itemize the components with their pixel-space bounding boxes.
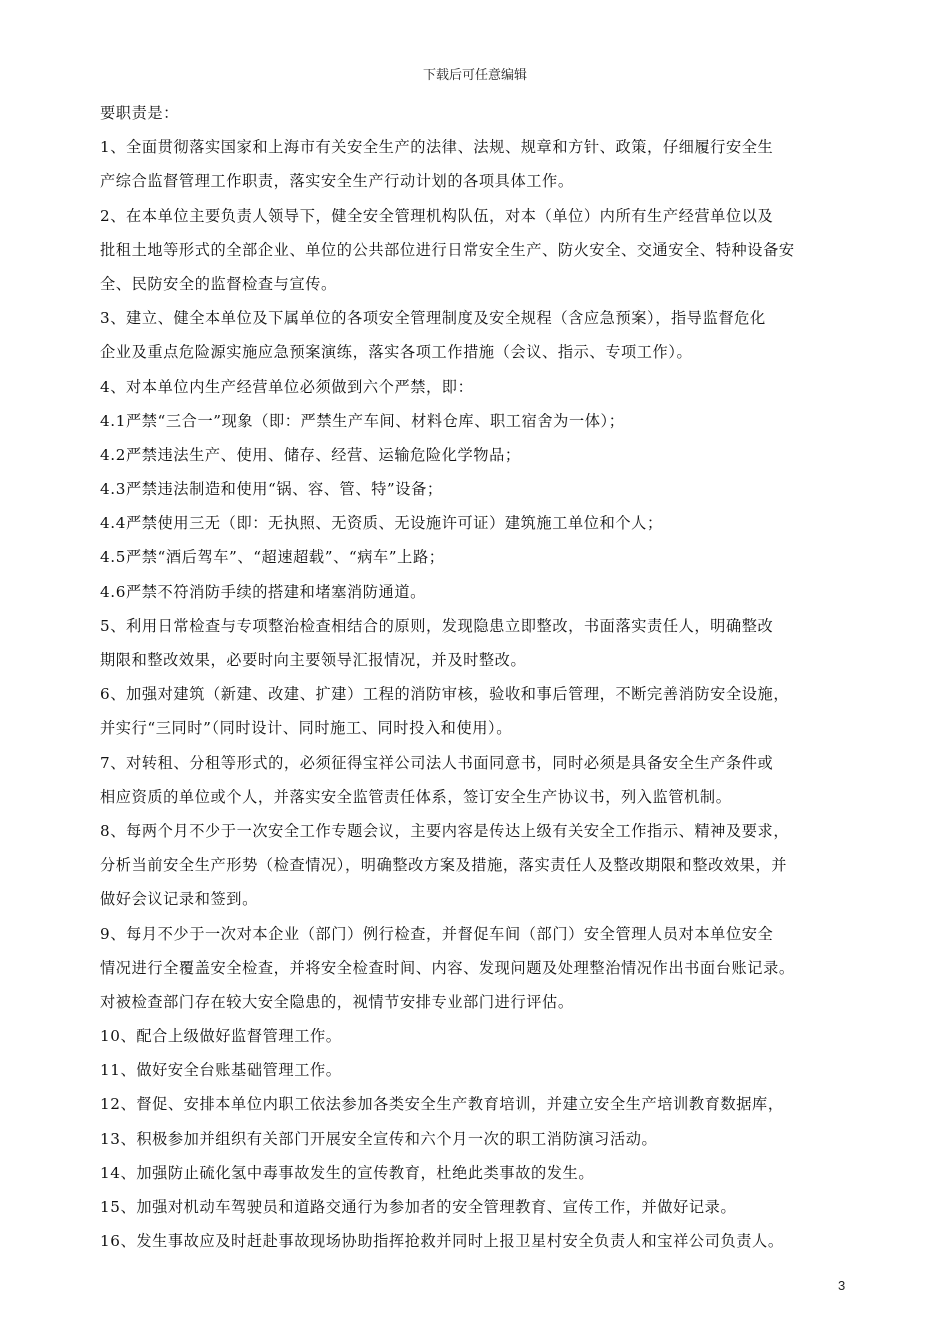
text-line: 9、每月不少于一次对本企业（部门）例行检查，并督促车间（部门）安全管理人员对本单位安全 [100, 924, 774, 943]
paragraph-item-4-5 [100, 540, 860, 574]
paragraph-intro [100, 96, 860, 130]
text-line: 要职责是： [100, 104, 179, 122]
document-body [100, 96, 860, 1258]
text-line: 8、每两个月不少于一次安全工作专题会议，主要内容是传达上级有关安全工作指示、精神及要求， [100, 821, 790, 840]
text-line: 相应资质的单位或个人，并落实安全监管责任体系，签订安全生产协议书，列入监管机制。 [100, 787, 732, 806]
text-line: 4.2严禁违法生产、使用、储存、经营、运输危险化学物品； [100, 445, 521, 464]
text-line: 4.1严禁“三合一”现象（即：严禁生产车间、材料仓库、职工宿舍为一体）； [100, 411, 625, 430]
text-line: 做好会议记录和签到。 [100, 890, 258, 909]
paragraph-item-8 [100, 814, 860, 917]
paragraph-item-1 [100, 130, 860, 198]
paragraph-item-4-2 [100, 438, 860, 472]
text-line: 2、在本单位主要负责人领导下，健全安全管理机构队伍，对本（单位）内所有生产经营单位以及 [100, 206, 774, 225]
paragraph-item-10 [100, 1019, 860, 1053]
text-line: 并实行“三同时”（同时设计、同时施工、同时投入和使用）。 [100, 719, 513, 738]
text-line: 产综合监督管理工作职责，落实安全生产行动计划的各项具体工作。 [100, 172, 574, 191]
text-line: 4.6严禁不符消防手续的搭建和堵塞消防通道。 [100, 582, 426, 601]
text-line: 12、督促、安排本单位内职工依法参加各类安全生产教育培训，并建立安全生产培训教育数据库， [100, 1095, 784, 1114]
text-line: 10、配合上级做好监督管理工作。 [100, 1027, 342, 1046]
text-line: 1、全面贯彻落实国家和上海市有关安全生产的法律、法规、规章和方针、政策，仔细履行安全生 [100, 138, 774, 157]
paragraph-item-15 [100, 1190, 860, 1224]
text-line: 11、做好安全台账基础管理工作。 [100, 1061, 342, 1080]
text-line: 4.4严禁使用三无（即：无执照、无资质、无设施许可证）建筑施工单位和个人； [100, 514, 663, 533]
text-line: 7、对转租、分租等形式的，必须征得宝祥公司法人书面同意书，同时必须是具备安全生产条件或 [100, 753, 774, 772]
paragraph-item-12 [100, 1087, 860, 1121]
paragraph-item-4-3 [100, 472, 860, 506]
text-line: 期限和整改效果，必要时向主要领导汇报情况，并及时整改。 [100, 651, 527, 669]
text-line: 4、对本单位内生产经营单位必须做到六个严禁，即： [100, 377, 474, 396]
text-line: 分析当前安全生产形势（检查情况），明确整改方案及措施，落实责任人及整改期限和整改效果，并 [100, 856, 788, 875]
text-line: 全、民防安全的监督检查与宣传。 [100, 274, 337, 293]
paragraph-item-5 [100, 609, 860, 677]
paragraph-item-14 [100, 1156, 860, 1190]
paragraph-item-4-4 [100, 506, 860, 540]
page-header: 下载后可任意编辑 [422, 68, 527, 83]
paragraph-item-16 [100, 1224, 860, 1258]
text-line: 批租土地等形式的全部企业、单位的公共部位进行日常安全生产、防火安全、交通安全、特种设备安 [100, 240, 795, 259]
paragraph-item-9 [100, 917, 860, 1020]
text-line: 企业及重点危险源实施应急预案演练，落实各项工作措施（会议、指示、专项工作）。 [100, 343, 693, 362]
paragraph-item-11 [100, 1053, 860, 1087]
text-line: 6、加强对建筑（新建、改建、扩建）工程的消防审核，验收和事后管理，不断完善消防安全设施， [100, 685, 790, 704]
paragraph-item-6 [100, 677, 860, 745]
paragraph-item-4-6 [100, 575, 860, 609]
paragraph-item-4 [100, 370, 860, 404]
text-line: 5、利用日常检查与专项整治检查相结合的原则，发现隐患立即整改，书面落实责任人，明确整改 [100, 616, 774, 635]
text-line: 16、发生事故应及时赶赴事故现场协助指挥抢救并同时上报卫星村安全负责人和宝祥公司负责人。 [100, 1232, 784, 1251]
text-line: 15、加强对机动车驾驶员和道路交通行为参加者的安全管理教育、宣传工作，并做好记录。 [100, 1198, 737, 1216]
text-line: 情况进行全覆盖安全检查，并将安全检查时间、内容、发现问题及处理整治情况作出书面台账记录。 [100, 958, 795, 977]
page-number: 3 [838, 1278, 846, 1293]
paragraph-item-13 [100, 1122, 860, 1156]
paragraph-item-3 [100, 301, 860, 369]
text-line: 14、加强防止硫化氢中毒事故发生的宣传教育，杜绝此类事故的发生。 [100, 1163, 595, 1182]
text-line: 对被检查部门存在较大安全隐患的，视情节安排专业部门进行评估。 [100, 992, 574, 1011]
text-line: 3、建立、健全本单位及下属单位的各项安全管理制度及安全规程（含应急预案），指导监督危化 [100, 309, 766, 328]
text-line: 4.5严禁“酒后驾车”、“超速超载”、“病车”上路； [100, 548, 445, 567]
text-line: 4.3严禁违法制造和使用“锅、容、管、特”设备； [100, 480, 443, 499]
paragraph-item-7 [100, 746, 860, 814]
text-line: 13、积极参加并组织有关部门开展安全宣传和六个月一次的职工消防演习活动。 [100, 1129, 658, 1148]
paragraph-item-2 [100, 199, 860, 302]
paragraph-item-4-1 [100, 404, 860, 438]
